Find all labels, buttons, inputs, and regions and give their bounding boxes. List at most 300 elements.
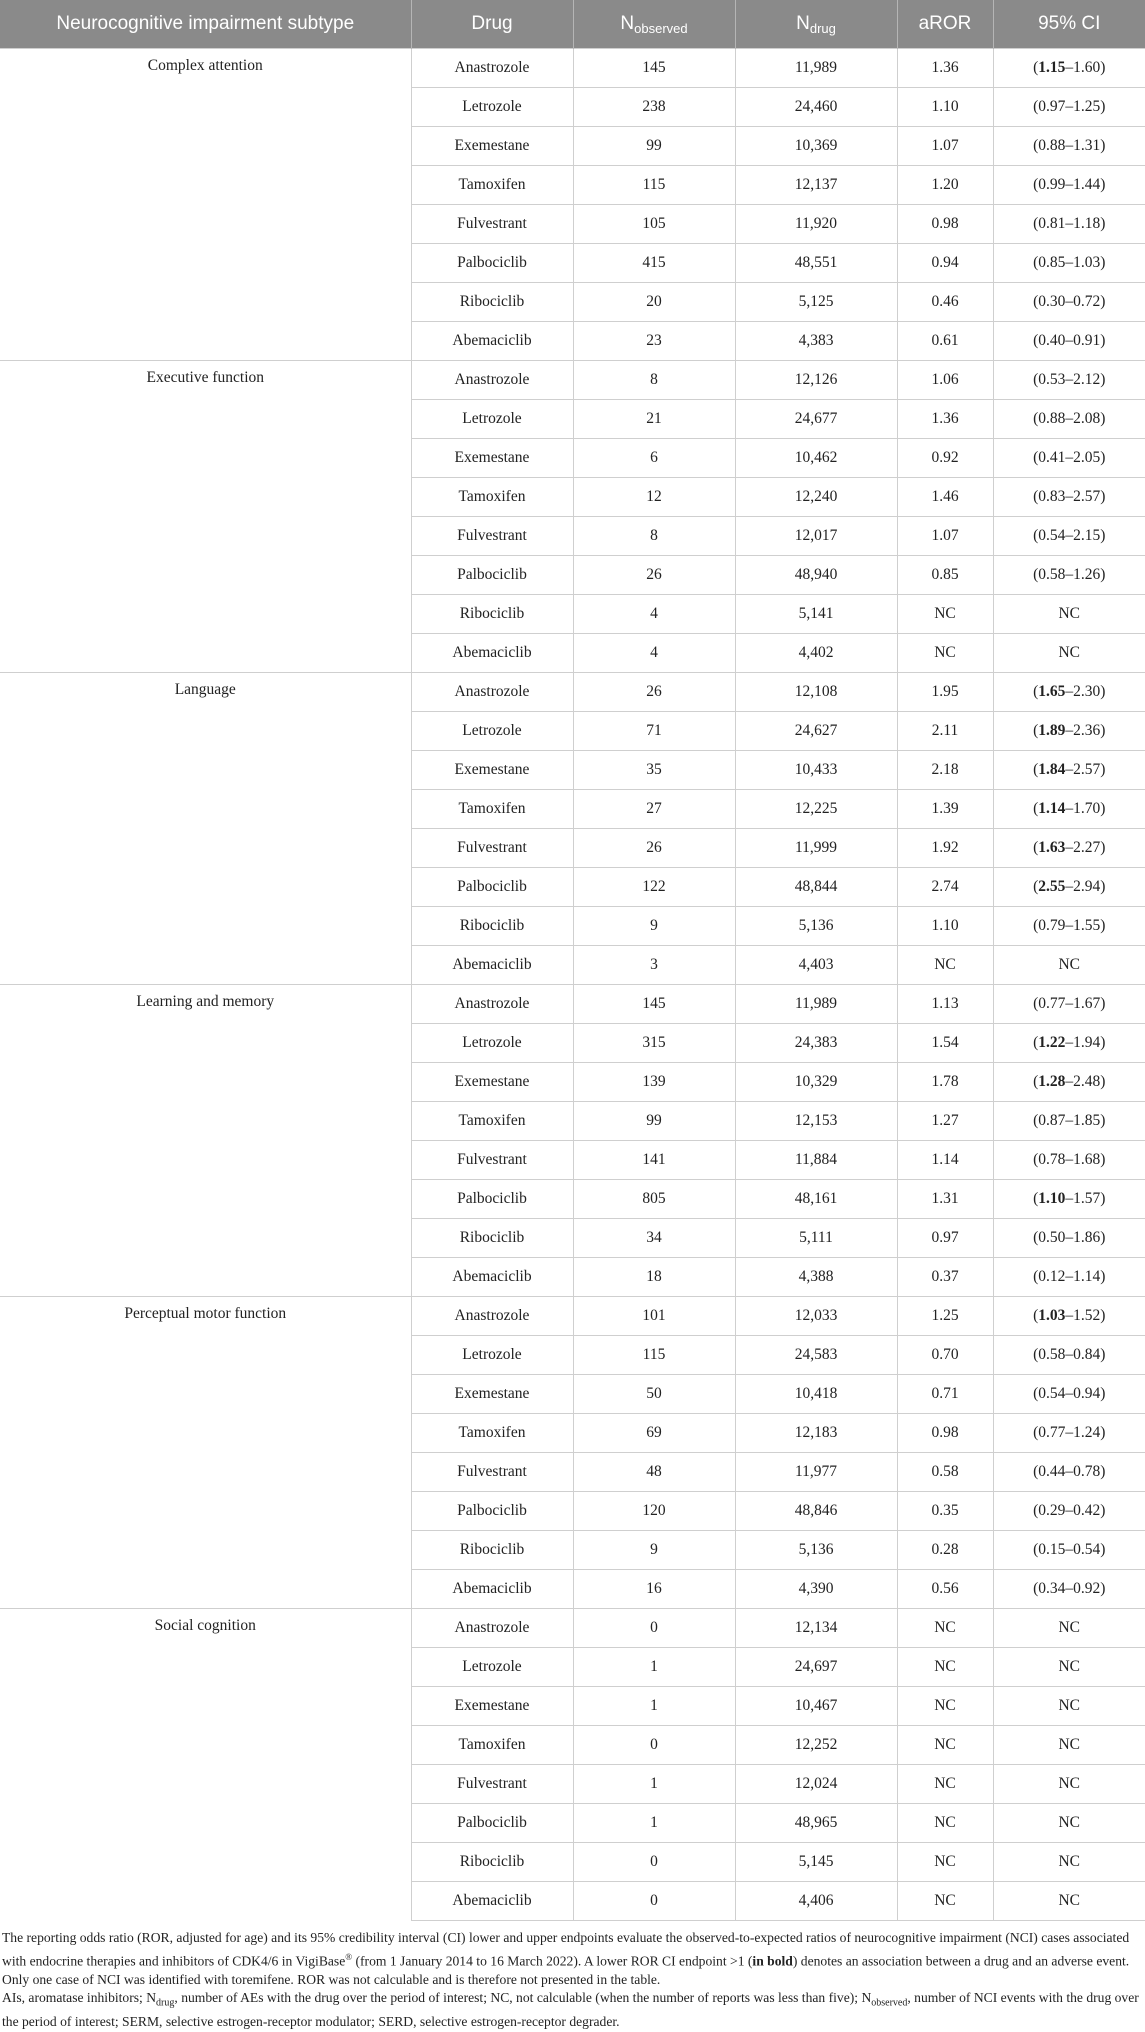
ci-cell: (0.40–0.91): [993, 322, 1145, 361]
ci-cell: [993, 1804, 1145, 1843]
ci-cell: (1.28–2.48): [993, 1063, 1145, 1102]
aror-cell: 1.78: [897, 1063, 993, 1102]
drug-cell: Abemaciclib: [411, 1258, 573, 1297]
n-drug-cell: 48,844: [735, 868, 897, 907]
ci-lower-bold: 1.15: [1038, 59, 1066, 76]
ci-cell: (0.88–2.08): [993, 400, 1145, 439]
ci-cell: [993, 1726, 1145, 1765]
ci-value: 0.30–0.72: [1038, 293, 1101, 310]
aror-cell: 0.85: [897, 556, 993, 595]
ci-cell: [993, 1765, 1145, 1804]
aror-cell: NC: [897, 946, 993, 985]
ci-cell: (0.81–1.18): [993, 205, 1145, 244]
drug-cell: Tamoxifen: [411, 1414, 573, 1453]
aror-cell: 1.54: [897, 1024, 993, 1063]
n-drug-cell: 4,388: [735, 1258, 897, 1297]
ci-cell: (1.89–2.36): [993, 712, 1145, 751]
aror-cell: NC: [897, 1687, 993, 1726]
aror-cell: 0.35: [897, 1492, 993, 1531]
ci-cell: (0.44–0.78): [993, 1453, 1145, 1492]
n-drug-cell: 10,369: [735, 127, 897, 166]
drug-cell: Palbociclib: [411, 868, 573, 907]
ci-cell: (0.77–1.24): [993, 1414, 1145, 1453]
ci-cell: (1.63–2.27): [993, 829, 1145, 868]
drug-cell: Letrozole: [411, 712, 573, 751]
ci-cell: (0.97–1.25): [993, 88, 1145, 127]
ci-value: 0.41–2.05: [1038, 449, 1101, 466]
drug-cell: Letrozole: [411, 1336, 573, 1375]
ci-value: 0.53–2.12: [1038, 371, 1101, 388]
n-observed-cell: 26: [573, 673, 735, 712]
n-drug-cell: 24,627: [735, 712, 897, 751]
ci-cell: (0.85–1.03): [993, 244, 1145, 283]
ci-value: 0.83–2.57: [1038, 488, 1101, 505]
drug-cell: Letrozole: [411, 88, 573, 127]
n-observed-cell: 8: [573, 517, 735, 556]
drug-cell: Abemaciclib: [411, 322, 573, 361]
ci-cell: (0.58–0.84): [993, 1336, 1145, 1375]
ci-lower-bold: 1.84: [1038, 761, 1066, 778]
aror-cell: NC: [897, 1843, 993, 1882]
aror-cell: 0.61: [897, 322, 993, 361]
drug-cell: Palbociclib: [411, 244, 573, 283]
drug-cell: Fulvestrant: [411, 1453, 573, 1492]
table-row: [0, 1297, 1145, 1336]
aror-cell: 0.70: [897, 1336, 993, 1375]
n-observed-cell: 4: [573, 634, 735, 673]
header-n-drug: $N_{drug}$: [735, 0, 897, 49]
n-observed-cell: 145: [573, 49, 735, 88]
ci-cell: (1.10–1.57): [993, 1180, 1145, 1219]
ci-value: –2.94: [1065, 878, 1101, 895]
aror-cell: NC: [897, 1648, 993, 1687]
ci-value: –1.94: [1065, 1034, 1101, 1051]
ci-value: NC: [1058, 1619, 1081, 1636]
ci-value: –1.57: [1065, 1190, 1101, 1207]
drug-cell: Fulvestrant: [411, 1141, 573, 1180]
aror-cell: 1.39: [897, 790, 993, 829]
ci-cell: (2.55–2.94): [993, 868, 1145, 907]
drug-cell: Exemestane: [411, 439, 573, 478]
n-drug-cell: 24,697: [735, 1648, 897, 1687]
n-drug-cell: 48,551: [735, 244, 897, 283]
drug-cell: Letrozole: [411, 1648, 573, 1687]
ci-cell: (1.14–1.70): [993, 790, 1145, 829]
aror-cell: 1.92: [897, 829, 993, 868]
header-drug: Drug: [411, 0, 573, 49]
table-row: [0, 673, 1145, 712]
ci-value: NC: [1058, 1892, 1081, 1909]
drug-cell: Abemaciclib: [411, 1570, 573, 1609]
n-drug-cell: 48,161: [735, 1180, 897, 1219]
ci-cell: (0.54–0.94): [993, 1375, 1145, 1414]
n-observed-cell: 141: [573, 1141, 735, 1180]
table-row: [0, 49, 1145, 88]
drug-cell: Letrozole: [411, 1024, 573, 1063]
footnote-paragraph-1: The reporting odds ratio (ROR, adjusted for age) and its 95% credibility interval (CI) lower and upper endpoints evaluate the observed-to-expected ratios of neurocognitive impairment (NCI) cases associated with endocrine therapies and inhibitors of CDK4/6 in VigiBase® (from 1 January 2014 to 16 March 2022). A lower ROR CI endpoint >1 (in bold) denotes an association between a drug and an adverse event. Only one case of NCI was identified with toremifene. ROR was not calculable and is therefore not presented in the table.: [2, 1930, 1130, 1987]
ci-value: 0.79–1.55: [1038, 917, 1101, 934]
ci-value: 0.88–1.31: [1038, 137, 1101, 154]
ci-value: 0.77–1.67: [1038, 995, 1101, 1012]
drug-cell: Ribociclib: [411, 907, 573, 946]
subtype-cell: Executive function: [0, 361, 411, 673]
n-drug-cell: 4,403: [735, 946, 897, 985]
ci-cell: [993, 595, 1145, 634]
aror-cell: NC: [897, 634, 993, 673]
drug-cell: Letrozole: [411, 400, 573, 439]
n-observed-cell: 99: [573, 127, 735, 166]
n-drug-cell: 48,940: [735, 556, 897, 595]
drug-cell: Exemestane: [411, 1063, 573, 1102]
n-observed-cell: 99: [573, 1102, 735, 1141]
ci-value: 0.54–2.15: [1038, 527, 1101, 544]
ci-cell: (0.53–2.12): [993, 361, 1145, 400]
n-drug-cell: 12,225: [735, 790, 897, 829]
ci-value: 0.77–1.24: [1038, 1424, 1101, 1441]
n-observed-cell: 23: [573, 322, 735, 361]
ci-lower-bold: 1.10: [1038, 1190, 1066, 1207]
drug-cell: Anastrozole: [411, 673, 573, 712]
drug-cell: Tamoxifen: [411, 1102, 573, 1141]
ci-value: NC: [1058, 1814, 1081, 1831]
aror-cell: 0.71: [897, 1375, 993, 1414]
subtype-cell: Complex attention: [0, 49, 411, 361]
aror-cell: 1.20: [897, 166, 993, 205]
n-drug-cell: 5,125: [735, 283, 897, 322]
ci-lower-bold: 1.28: [1038, 1073, 1066, 1090]
drug-cell: Anastrozole: [411, 1297, 573, 1336]
n-drug-cell: 48,965: [735, 1804, 897, 1843]
ci-cell: (0.12–1.14): [993, 1258, 1145, 1297]
aror-cell: NC: [897, 1609, 993, 1648]
n-drug-cell: 4,402: [735, 634, 897, 673]
ci-value: NC: [1058, 956, 1081, 973]
aror-cell: 1.14: [897, 1141, 993, 1180]
n-drug-cell: 5,136: [735, 1531, 897, 1570]
n-observed-cell: 71: [573, 712, 735, 751]
subtype-cell: Social cognition: [0, 1609, 411, 1921]
ci-cell: (0.87–1.85): [993, 1102, 1145, 1141]
footnote-paragraph-2: AIs, aromatase inhibitors; $N_{drug}$, number of AEs with the drug over the period of interest; NC, not calculable (when the number of reports was less than five); $N_{observed}$, number of NCI events with the drug over the period of interest; SERM, selective estrogen-receptor modulator; SERD, selective estrogen-receptor degrader.: [2, 1990, 1139, 2030]
n-observed-cell: 145: [573, 985, 735, 1024]
ci-cell: (1.03–1.52): [993, 1297, 1145, 1336]
ci-cell: [993, 634, 1145, 673]
header-ci: 95% CI: [993, 0, 1145, 49]
ci-cell: (1.15–1.60): [993, 49, 1145, 88]
ci-cell: (0.54–2.15): [993, 517, 1145, 556]
n-drug-cell: 12,126: [735, 361, 897, 400]
ci-cell: (0.34–0.92): [993, 1570, 1145, 1609]
aror-cell: NC: [897, 1804, 993, 1843]
n-drug-cell: 10,433: [735, 751, 897, 790]
drug-cell: Ribociclib: [411, 595, 573, 634]
ci-value: –1.52: [1065, 1307, 1101, 1324]
ci-cell: (0.88–1.31): [993, 127, 1145, 166]
n-observed-cell: 6: [573, 439, 735, 478]
ci-lower-bold: 1.65: [1038, 683, 1066, 700]
n-observed-cell: 0: [573, 1609, 735, 1648]
n-observed-cell: 21: [573, 400, 735, 439]
drug-cell: Exemestane: [411, 127, 573, 166]
n-observed-cell: 69: [573, 1414, 735, 1453]
aror-cell: 2.18: [897, 751, 993, 790]
n-drug-cell: 12,153: [735, 1102, 897, 1141]
drug-cell: Tamoxifen: [411, 790, 573, 829]
ci-value: 0.99–1.44: [1038, 176, 1101, 193]
n-observed-cell: 4: [573, 595, 735, 634]
drug-cell: Exemestane: [411, 1687, 573, 1726]
drug-cell: Palbociclib: [411, 1180, 573, 1219]
n-drug-cell: 5,141: [735, 595, 897, 634]
ci-value: NC: [1058, 1736, 1081, 1753]
aror-cell: 1.07: [897, 127, 993, 166]
ci-cell: (0.50–1.86): [993, 1219, 1145, 1258]
ci-value: NC: [1058, 644, 1081, 661]
ci-value: –2.36: [1065, 722, 1101, 739]
drug-cell: Ribociclib: [411, 283, 573, 322]
n-drug-cell: 12,033: [735, 1297, 897, 1336]
n-observed-cell: 115: [573, 1336, 735, 1375]
ci-lower-bold: 2.55: [1038, 878, 1066, 895]
aror-cell: NC: [897, 1726, 993, 1765]
subtype-cell: Learning and memory: [0, 985, 411, 1297]
n-observed-cell: 50: [573, 1375, 735, 1414]
ci-cell: (0.15–0.54): [993, 1531, 1145, 1570]
ci-value: 0.15–0.54: [1038, 1541, 1101, 1558]
n-drug-cell: 24,583: [735, 1336, 897, 1375]
n-observed-cell: 115: [573, 166, 735, 205]
drug-cell: Fulvestrant: [411, 205, 573, 244]
n-drug-cell: 10,329: [735, 1063, 897, 1102]
aror-cell: 1.10: [897, 907, 993, 946]
n-drug-cell: 24,460: [735, 88, 897, 127]
ci-cell: (0.78–1.68): [993, 1141, 1145, 1180]
n-drug-cell: 11,920: [735, 205, 897, 244]
n-observed-cell: 1: [573, 1765, 735, 1804]
aror-cell: 0.98: [897, 205, 993, 244]
aror-cell: NC: [897, 1882, 993, 1921]
n-observed-cell: 238: [573, 88, 735, 127]
ci-value: 0.88–2.08: [1038, 410, 1101, 427]
n-observed-cell: 34: [573, 1219, 735, 1258]
n-observed-cell: 1: [573, 1804, 735, 1843]
ci-cell: (0.77–1.67): [993, 985, 1145, 1024]
aror-cell: 0.97: [897, 1219, 993, 1258]
drug-cell: Anastrozole: [411, 49, 573, 88]
header-n-observed: $N_{observed}$: [573, 0, 735, 49]
aror-cell: 1.36: [897, 400, 993, 439]
ci-lower-bold: 1.89: [1038, 722, 1066, 739]
ci-cell: (0.79–1.55): [993, 907, 1145, 946]
n-observed-cell: 122: [573, 868, 735, 907]
n-observed-cell: 9: [573, 1531, 735, 1570]
n-drug-cell: 11,989: [735, 49, 897, 88]
drug-cell: Anastrozole: [411, 361, 573, 400]
aror-cell: 0.92: [897, 439, 993, 478]
drug-cell: Palbociclib: [411, 1804, 573, 1843]
ci-value: 0.97–1.25: [1038, 98, 1101, 115]
ci-value: 0.12–1.14: [1038, 1268, 1101, 1285]
ci-lower-bold: 1.03: [1038, 1307, 1066, 1324]
drug-cell: Palbociclib: [411, 556, 573, 595]
drug-cell: Tamoxifen: [411, 166, 573, 205]
ci-cell: (0.99–1.44): [993, 166, 1145, 205]
drug-cell: Fulvestrant: [411, 1765, 573, 1804]
aror-cell: 0.58: [897, 1453, 993, 1492]
aror-cell: 1.25: [897, 1297, 993, 1336]
n-observed-cell: 48: [573, 1453, 735, 1492]
ci-cell: [993, 1648, 1145, 1687]
aror-cell: 1.07: [897, 517, 993, 556]
ci-value: NC: [1058, 1853, 1081, 1870]
ci-cell: (1.22–1.94): [993, 1024, 1145, 1063]
ci-cell: (0.58–1.26): [993, 556, 1145, 595]
ci-value: 0.58–1.26: [1038, 566, 1101, 583]
n-drug-cell: 5,136: [735, 907, 897, 946]
n-observed-cell: 805: [573, 1180, 735, 1219]
drug-cell: Fulvestrant: [411, 517, 573, 556]
n-drug-cell: 12,017: [735, 517, 897, 556]
n-drug-cell: 12,240: [735, 478, 897, 517]
n-observed-cell: 26: [573, 556, 735, 595]
n-drug-cell: 11,977: [735, 1453, 897, 1492]
table-row: [0, 361, 1145, 400]
ci-value: NC: [1058, 1697, 1081, 1714]
ci-cell: (0.29–0.42): [993, 1492, 1145, 1531]
aror-cell: 0.98: [897, 1414, 993, 1453]
aror-cell: 1.95: [897, 673, 993, 712]
ci-lower-bold: 1.14: [1038, 800, 1066, 817]
drug-cell: Ribociclib: [411, 1531, 573, 1570]
aror-cell: 0.56: [897, 1570, 993, 1609]
aror-cell: 1.27: [897, 1102, 993, 1141]
ci-value: NC: [1058, 1658, 1081, 1675]
ci-cell: (0.30–0.72): [993, 283, 1145, 322]
ci-cell: (0.41–2.05): [993, 439, 1145, 478]
n-drug-cell: 24,383: [735, 1024, 897, 1063]
ci-value: –1.60: [1065, 59, 1101, 76]
drug-cell: Anastrozole: [411, 985, 573, 1024]
n-observed-cell: 1: [573, 1687, 735, 1726]
ci-cell: [993, 1609, 1145, 1648]
drug-cell: Abemaciclib: [411, 946, 573, 985]
ci-cell: (0.83–2.57): [993, 478, 1145, 517]
n-observed-cell: 27: [573, 790, 735, 829]
subtype-cell: Language: [0, 673, 411, 985]
n-drug-cell: 10,467: [735, 1687, 897, 1726]
n-drug-cell: 24,677: [735, 400, 897, 439]
aror-cell: 2.11: [897, 712, 993, 751]
drug-cell: Abemaciclib: [411, 1882, 573, 1921]
n-observed-cell: 105: [573, 205, 735, 244]
n-drug-cell: 12,252: [735, 1726, 897, 1765]
ci-value: 0.50–1.86: [1038, 1229, 1101, 1246]
ci-value: 0.78–1.68: [1038, 1151, 1101, 1168]
drug-cell: Tamoxifen: [411, 1726, 573, 1765]
aror-cell: NC: [897, 595, 993, 634]
ci-value: –2.30: [1065, 683, 1101, 700]
n-observed-cell: 0: [573, 1726, 735, 1765]
n-observed-cell: 415: [573, 244, 735, 283]
ci-value: 0.85–1.03: [1038, 254, 1101, 271]
aror-cell: 0.46: [897, 283, 993, 322]
n-drug-cell: 12,134: [735, 1609, 897, 1648]
drug-cell: Palbociclib: [411, 1492, 573, 1531]
drug-cell: Ribociclib: [411, 1843, 573, 1882]
ci-value: –2.27: [1065, 839, 1101, 856]
n-observed-cell: 101: [573, 1297, 735, 1336]
aror-cell: NC: [897, 1765, 993, 1804]
aror-cell: 1.10: [897, 88, 993, 127]
ci-cell: [993, 1843, 1145, 1882]
ci-value: 0.54–0.94: [1038, 1385, 1101, 1402]
header-row: [0, 0, 1145, 49]
n-observed-cell: 8: [573, 361, 735, 400]
n-drug-cell: 11,999: [735, 829, 897, 868]
table-row: [0, 1609, 1145, 1648]
drug-cell: Ribociclib: [411, 1219, 573, 1258]
ci-cell: (1.84–2.57): [993, 751, 1145, 790]
drug-cell: Exemestane: [411, 751, 573, 790]
n-drug-cell: 12,024: [735, 1765, 897, 1804]
ci-cell: (1.65–2.30): [993, 673, 1145, 712]
n-drug-cell: 10,418: [735, 1375, 897, 1414]
ci-value: 0.58–0.84: [1038, 1346, 1101, 1363]
n-drug-cell: 12,183: [735, 1414, 897, 1453]
n-observed-cell: 120: [573, 1492, 735, 1531]
n-drug-cell: 12,137: [735, 166, 897, 205]
ci-value: 0.34–0.92: [1038, 1580, 1101, 1597]
n-observed-cell: 9: [573, 907, 735, 946]
n-drug-cell: 11,884: [735, 1141, 897, 1180]
ci-value: 0.29–0.42: [1038, 1502, 1101, 1519]
ci-value: 0.87–1.85: [1038, 1112, 1101, 1129]
ci-value: NC: [1058, 1775, 1081, 1792]
header-subtype: Neurocognitive impairment subtype: [0, 0, 411, 49]
n-drug-cell: 4,406: [735, 1882, 897, 1921]
n-observed-cell: 26: [573, 829, 735, 868]
ci-value: –2.57: [1065, 761, 1101, 778]
ci-cell: [993, 1882, 1145, 1921]
drug-cell: Exemestane: [411, 1375, 573, 1414]
n-drug-cell: 4,390: [735, 1570, 897, 1609]
ci-value: –1.70: [1065, 800, 1101, 817]
n-drug-cell: 11,989: [735, 985, 897, 1024]
n-observed-cell: 3: [573, 946, 735, 985]
drug-cell: Tamoxifen: [411, 478, 573, 517]
n-drug-cell: 10,462: [735, 439, 897, 478]
table-row: [0, 985, 1145, 1024]
table-footnote: [0, 1921, 1145, 2032]
n-observed-cell: 1: [573, 1648, 735, 1687]
n-observed-cell: 12: [573, 478, 735, 517]
drug-cell: Fulvestrant: [411, 829, 573, 868]
n-observed-cell: 0: [573, 1882, 735, 1921]
n-drug-cell: 4,383: [735, 322, 897, 361]
aror-cell: 1.46: [897, 478, 993, 517]
ci-cell: [993, 1687, 1145, 1726]
aror-cell: 2.74: [897, 868, 993, 907]
aror-cell: 1.06: [897, 361, 993, 400]
table-body: [0, 49, 1145, 1921]
ci-value: 0.40–0.91: [1038, 332, 1101, 349]
aror-cell: 1.31: [897, 1180, 993, 1219]
n-observed-cell: 315: [573, 1024, 735, 1063]
n-drug-cell: 12,108: [735, 673, 897, 712]
n-observed-cell: 20: [573, 283, 735, 322]
aror-cell: 1.13: [897, 985, 993, 1024]
n-observed-cell: 35: [573, 751, 735, 790]
